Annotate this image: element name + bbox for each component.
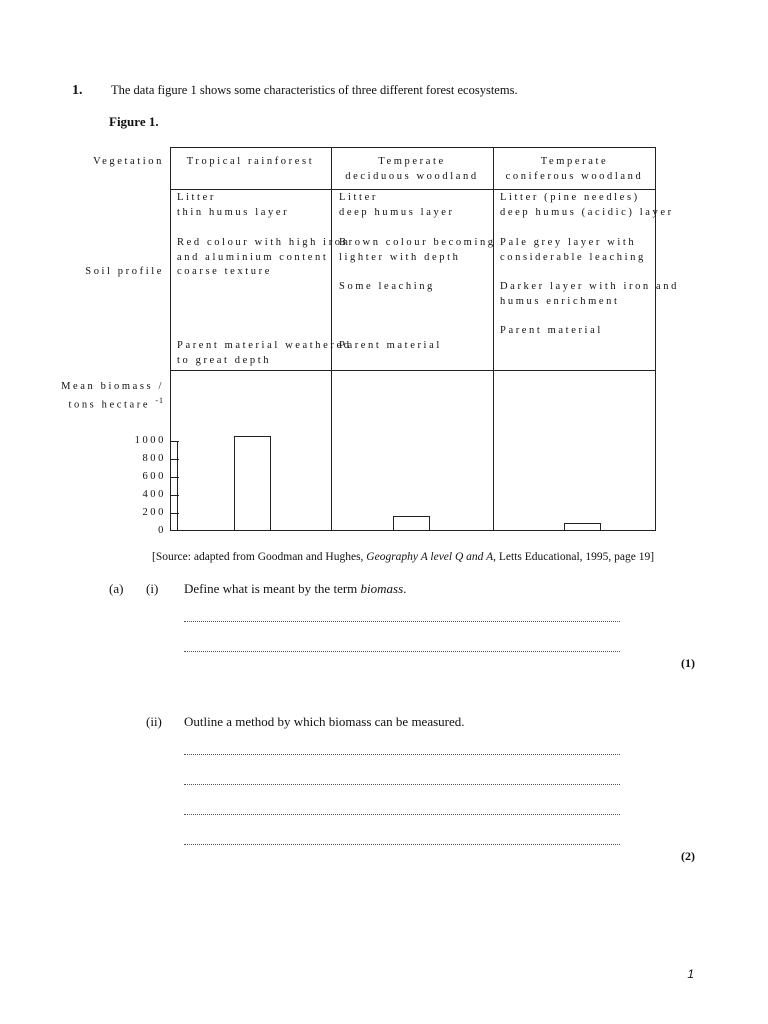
answer-line[interactable] xyxy=(184,784,620,786)
y-axis xyxy=(177,441,178,531)
y-tick-label: 0 xyxy=(158,525,166,536)
part-a-ii-question: Outline a method by which biomass can be measured. xyxy=(184,714,465,729)
soil-deciduous-middle: Brown colour becoming lighter with depth xyxy=(339,237,496,263)
row-label-vegetation: Vegetation xyxy=(93,156,164,167)
y-tick xyxy=(171,441,179,442)
row-label-soil-profile: Soil profile xyxy=(85,266,164,277)
answer-line[interactable] xyxy=(184,651,620,653)
y-tick-label: 800 xyxy=(142,453,166,464)
figure-source: [Source: adapted from Goodman and Hughes, Geography A level Q and A, Letts Educational, 1995, page 19] xyxy=(152,551,655,563)
soil-coniferous-enrichment: Darker layer with iron and humus enrichment xyxy=(500,281,679,307)
question-number: 1. xyxy=(72,83,83,98)
y-tick-label: 600 xyxy=(142,471,166,482)
y-tick xyxy=(171,477,179,478)
soil-tropical-top: Litter thin humus layer xyxy=(177,192,290,218)
soil-tropical-middle: Red colour with high iron and aluminium content coarse texture xyxy=(177,237,351,278)
soil-deciduous-bottom: Parent material xyxy=(339,340,442,351)
column-divider xyxy=(493,147,494,531)
vegetation-coniferous: Temperate coniferous woodland xyxy=(505,156,644,182)
question-intro: The data figure 1 shows some characteristics of three different forest ecosystems. xyxy=(111,83,518,97)
soil-deciduous-top: Litter deep humus layer xyxy=(339,192,455,218)
vegetation-tropical: Tropical rainforest xyxy=(186,156,315,167)
marks-a-ii: (2) xyxy=(681,849,695,863)
answer-line[interactable] xyxy=(184,844,620,846)
soil-coniferous-top: Litter (pine needles) deep humus (acidic) layer xyxy=(500,192,674,218)
soil-deciduous-leaching: Some leaching xyxy=(339,281,435,292)
soil-tropical-bottom: Parent material weathered to great depth xyxy=(177,340,352,366)
vegetation-deciduous: Temperate deciduous woodland xyxy=(345,156,479,182)
row-label-mean-biomass: Mean biomass / xyxy=(61,381,164,392)
answer-line[interactable] xyxy=(184,814,620,816)
answer-line[interactable] xyxy=(184,754,620,756)
figure-label: Figure 1. xyxy=(109,114,159,129)
y-tick xyxy=(171,513,179,514)
row-divider xyxy=(170,189,656,190)
page-number: 1 xyxy=(687,967,694,981)
soil-coniferous-middle: Pale grey layer with considerable leaching xyxy=(500,237,646,263)
biomass-bar-1 xyxy=(234,436,271,531)
part-a-i-question: Define what is meant by the term biomass. xyxy=(184,581,407,596)
answer-line[interactable] xyxy=(184,621,620,623)
part-a-label: (a) xyxy=(109,581,124,596)
marks-a-i: (1) xyxy=(681,656,695,670)
soil-coniferous-bottom: Parent material xyxy=(500,325,603,336)
y-tick-label: 400 xyxy=(142,489,166,500)
biomass-bar-3 xyxy=(564,523,601,531)
row-label-biomass-unit: tons hectare $^{-1}$ xyxy=(68,396,164,411)
biomass-bar-2 xyxy=(393,516,430,531)
part-a-i-label: (i) xyxy=(146,581,159,596)
part-a-ii-label: (ii) xyxy=(146,714,162,729)
y-tick xyxy=(171,495,179,496)
row-divider xyxy=(170,370,656,371)
y-tick xyxy=(171,459,179,460)
y-tick-label: 200 xyxy=(142,507,166,518)
y-tick-label: 1000 xyxy=(134,435,166,446)
